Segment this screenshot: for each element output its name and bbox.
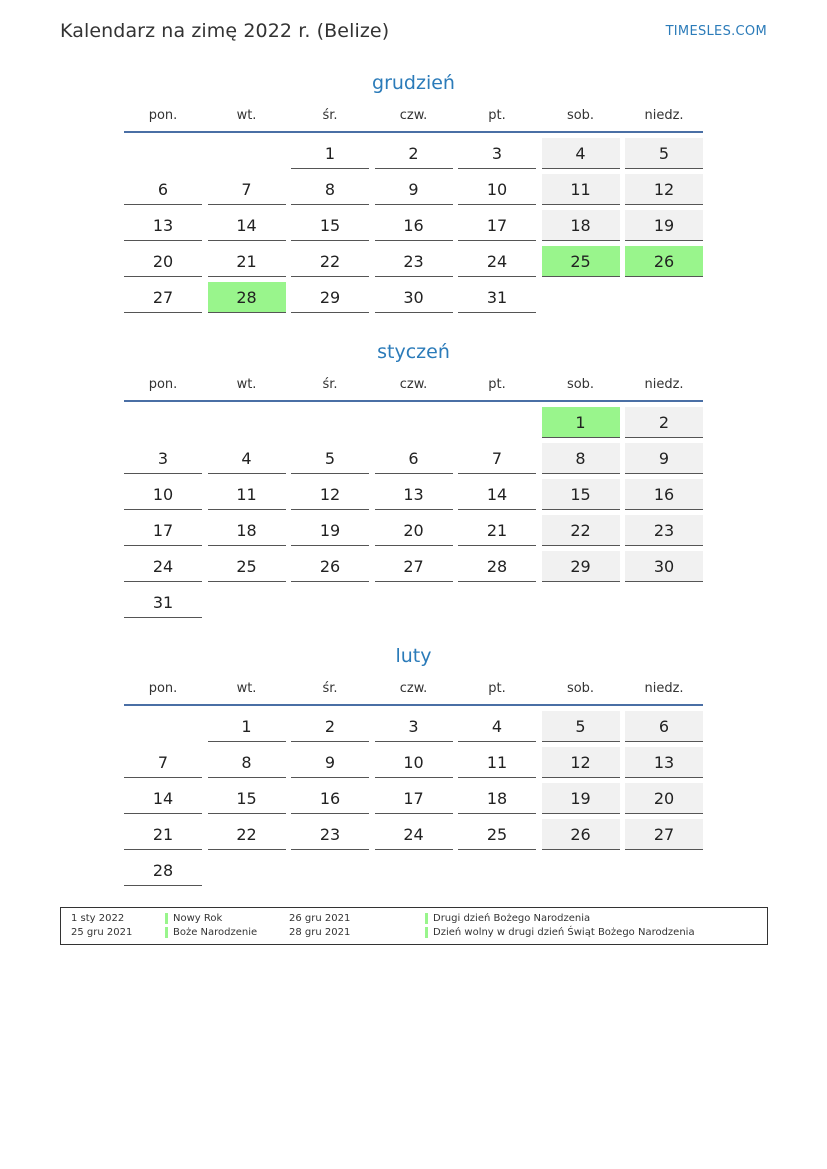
day-cell: 14 xyxy=(208,210,286,241)
weekend-day-cell: 26 xyxy=(542,819,620,850)
day-cell: 31 xyxy=(124,587,202,618)
weekend-day-cell: 19 xyxy=(625,210,703,241)
week-row xyxy=(124,138,703,169)
week-row xyxy=(124,551,703,582)
empty-cell xyxy=(625,587,703,618)
weekend-day-cell: 13 xyxy=(625,747,703,778)
day-cell: 12 xyxy=(291,479,369,510)
empty-cell xyxy=(375,587,453,618)
day-cell: 30 xyxy=(375,282,453,313)
weekday-label: sob. xyxy=(566,680,595,696)
day-cell: 24 xyxy=(375,819,453,850)
month-title: grudzień xyxy=(372,72,455,94)
month-title: luty xyxy=(395,645,432,667)
weekend-day-cell: 11 xyxy=(542,174,620,205)
weekday-label: niedz. xyxy=(644,680,684,696)
day-cell: 3 xyxy=(458,138,536,169)
weekend-day-cell: 16 xyxy=(625,479,703,510)
day-cell: 27 xyxy=(124,282,202,313)
legend-holiday-name: Boże Narodzenie xyxy=(173,927,258,938)
holiday-legend xyxy=(60,907,768,945)
day-cell: 21 xyxy=(458,515,536,546)
day-cell: 31 xyxy=(458,282,536,313)
week-row xyxy=(124,246,703,277)
empty-cell xyxy=(124,138,202,169)
day-cell: 21 xyxy=(208,246,286,277)
weekend-day-cell: 30 xyxy=(625,551,703,582)
day-cell: 7 xyxy=(208,174,286,205)
holiday-color-marker xyxy=(165,927,168,938)
legend-date: 1 sty 2022 xyxy=(71,913,125,924)
day-cell: 16 xyxy=(291,783,369,814)
week-row xyxy=(124,747,703,778)
empty-cell xyxy=(208,138,286,169)
empty-cell xyxy=(208,855,286,886)
day-cell: 6 xyxy=(124,174,202,205)
empty-cell xyxy=(458,407,536,438)
week-row xyxy=(124,855,703,886)
day-cell: 7 xyxy=(124,747,202,778)
month-title: styczeń xyxy=(377,341,450,363)
week-row xyxy=(124,479,703,510)
weekend-day-cell: 19 xyxy=(542,783,620,814)
day-cell: 10 xyxy=(124,479,202,510)
weekday-label: pt. xyxy=(488,680,506,696)
day-cell: 11 xyxy=(458,747,536,778)
empty-cell xyxy=(291,407,369,438)
day-cell: 4 xyxy=(458,711,536,742)
week-row xyxy=(124,819,703,850)
empty-cell xyxy=(625,855,703,886)
day-cell: 10 xyxy=(458,174,536,205)
day-cell: 2 xyxy=(375,138,453,169)
week-row xyxy=(124,210,703,241)
day-cell: 26 xyxy=(291,551,369,582)
empty-cell xyxy=(625,282,703,313)
weekend-day-cell: 9 xyxy=(625,443,703,474)
weekday-label: wt. xyxy=(236,107,257,123)
empty-cell xyxy=(458,855,536,886)
weekend-day-cell: 20 xyxy=(625,783,703,814)
day-cell: 3 xyxy=(375,711,453,742)
day-cell: 6 xyxy=(375,443,453,474)
day-cell: 2 xyxy=(291,711,369,742)
week-row xyxy=(124,174,703,205)
day-cell: 20 xyxy=(124,246,202,277)
header-divider xyxy=(124,131,703,133)
holiday-day-cell: 26 xyxy=(625,246,703,277)
day-cell: 13 xyxy=(124,210,202,241)
empty-cell xyxy=(208,407,286,438)
week-row xyxy=(124,587,703,618)
holiday-day-cell: 28 xyxy=(208,282,286,313)
holiday-color-marker xyxy=(165,913,168,924)
weekend-day-cell: 5 xyxy=(542,711,620,742)
day-cell: 28 xyxy=(124,855,202,886)
day-cell: 17 xyxy=(458,210,536,241)
week-row xyxy=(124,282,703,313)
day-cell: 22 xyxy=(291,246,369,277)
day-cell: 25 xyxy=(458,819,536,850)
weekday-label: czw. xyxy=(399,376,428,392)
day-cell: 14 xyxy=(124,783,202,814)
legend-holiday-name: Dzień wolny w drugi dzień Świąt Bożego Narodzenia xyxy=(433,927,695,938)
weekday-header xyxy=(124,369,703,399)
weekend-day-cell: 15 xyxy=(542,479,620,510)
day-cell: 8 xyxy=(291,174,369,205)
weekday-header xyxy=(124,100,703,130)
day-cell: 24 xyxy=(124,551,202,582)
weekend-day-cell: 8 xyxy=(542,443,620,474)
month-calendar xyxy=(124,639,703,886)
weekday-label: śr. xyxy=(322,376,338,392)
weekend-day-cell: 27 xyxy=(625,819,703,850)
day-cell: 8 xyxy=(208,747,286,778)
weekend-day-cell: 2 xyxy=(625,407,703,438)
weekday-label: śr. xyxy=(322,107,338,123)
day-cell: 17 xyxy=(375,783,453,814)
weekday-label: pon. xyxy=(148,107,178,123)
day-cell: 11 xyxy=(208,479,286,510)
day-cell: 22 xyxy=(208,819,286,850)
empty-cell xyxy=(542,587,620,618)
day-cell: 18 xyxy=(458,783,536,814)
weekday-label: niedz. xyxy=(644,376,684,392)
day-cell: 16 xyxy=(375,210,453,241)
empty-cell xyxy=(458,587,536,618)
day-cell: 21 xyxy=(124,819,202,850)
day-cell: 24 xyxy=(458,246,536,277)
weekday-label: sob. xyxy=(566,376,595,392)
weekday-label: wt. xyxy=(236,680,257,696)
empty-cell xyxy=(208,587,286,618)
month-calendar xyxy=(124,335,703,618)
day-cell: 20 xyxy=(375,515,453,546)
weekend-day-cell: 22 xyxy=(542,515,620,546)
day-cell: 15 xyxy=(208,783,286,814)
day-cell: 9 xyxy=(375,174,453,205)
day-cell: 17 xyxy=(124,515,202,546)
holiday-color-marker xyxy=(425,913,428,924)
weekday-label: sob. xyxy=(566,107,595,123)
weekend-day-cell: 4 xyxy=(542,138,620,169)
weekday-label: pon. xyxy=(148,680,178,696)
weekday-label: niedz. xyxy=(644,107,684,123)
weekday-header xyxy=(124,673,703,703)
day-cell: 10 xyxy=(375,747,453,778)
day-cell: 18 xyxy=(208,515,286,546)
month-calendar xyxy=(124,66,703,313)
legend-date: 28 gru 2021 xyxy=(289,927,351,938)
week-row xyxy=(124,443,703,474)
weekday-label: pt. xyxy=(488,107,506,123)
legend-holiday-name: Nowy Rok xyxy=(173,913,223,924)
week-row xyxy=(124,515,703,546)
weekday-label: pon. xyxy=(148,376,178,392)
weekend-day-cell: 23 xyxy=(625,515,703,546)
weekend-day-cell: 18 xyxy=(542,210,620,241)
day-cell: 1 xyxy=(208,711,286,742)
empty-cell xyxy=(542,282,620,313)
empty-cell xyxy=(291,587,369,618)
page-title: Kalendarz na zimę 2022 r. (Belize) xyxy=(60,20,390,42)
empty-cell xyxy=(375,855,453,886)
day-cell: 27 xyxy=(375,551,453,582)
day-cell: 23 xyxy=(291,819,369,850)
weekend-day-cell: 12 xyxy=(625,174,703,205)
weekday-label: czw. xyxy=(399,680,428,696)
empty-cell xyxy=(124,711,202,742)
weekend-day-cell: 12 xyxy=(542,747,620,778)
weekday-label: pt. xyxy=(488,376,506,392)
header-divider xyxy=(124,704,703,706)
brand-link[interactable]: TIMESLES.COM xyxy=(665,24,767,39)
holiday-day-cell: 25 xyxy=(542,246,620,277)
day-cell: 3 xyxy=(124,443,202,474)
day-cell: 29 xyxy=(291,282,369,313)
weekend-day-cell: 6 xyxy=(625,711,703,742)
day-cell: 7 xyxy=(458,443,536,474)
empty-cell xyxy=(124,407,202,438)
week-row xyxy=(124,711,703,742)
header-divider xyxy=(124,400,703,402)
holiday-day-cell: 1 xyxy=(542,407,620,438)
day-cell: 13 xyxy=(375,479,453,510)
day-cell: 25 xyxy=(208,551,286,582)
legend-holiday-name: Drugi dzień Bożego Narodzenia xyxy=(433,913,591,924)
day-cell: 1 xyxy=(291,138,369,169)
day-cell: 9 xyxy=(291,747,369,778)
day-cell: 28 xyxy=(458,551,536,582)
day-cell: 23 xyxy=(375,246,453,277)
day-cell: 19 xyxy=(291,515,369,546)
empty-cell xyxy=(375,407,453,438)
week-row xyxy=(124,407,703,438)
empty-cell xyxy=(291,855,369,886)
empty-cell xyxy=(542,855,620,886)
weekday-label: wt. xyxy=(236,376,257,392)
day-cell: 14 xyxy=(458,479,536,510)
legend-date: 25 gru 2021 xyxy=(71,927,133,938)
holiday-color-marker xyxy=(425,927,428,938)
week-row xyxy=(124,783,703,814)
weekend-day-cell: 5 xyxy=(625,138,703,169)
day-cell: 5 xyxy=(291,443,369,474)
day-cell: 4 xyxy=(208,443,286,474)
legend-date: 26 gru 2021 xyxy=(289,913,351,924)
weekday-label: czw. xyxy=(399,107,428,123)
weekday-label: śr. xyxy=(322,680,338,696)
weekend-day-cell: 29 xyxy=(542,551,620,582)
day-cell: 15 xyxy=(291,210,369,241)
